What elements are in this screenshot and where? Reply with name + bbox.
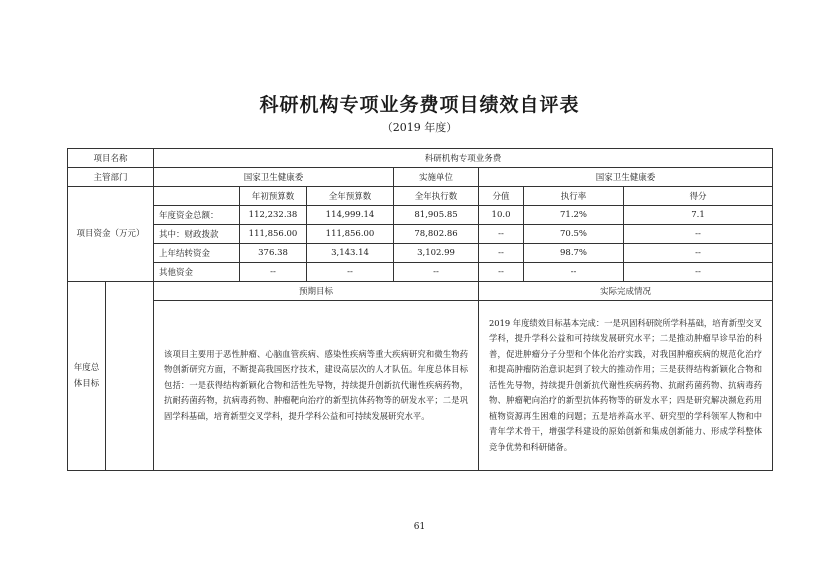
fund-cell: 7.1 [624, 206, 773, 225]
fund-cell: -- [624, 244, 773, 263]
expected-goal-text: 该项目主要用于恶性肿瘤、心脑血管疾病、感染性疾病等重大疾病研究和微生物药物创新研究方面，不断提高我国医疗技术，建设高层次的人才队伍。年度总体目标包括：一是获得结构新颖化合物和活性先导物，持续提升创新抗代谢性疾病药物，抗耐药菌药物，抗病毒药物、肿瘤靶向治疗的新型抗体药物等的研发水平；二是巩固学科基础，培育新型交叉学科，提升学科公益和可持续发展研究水平。 [154, 301, 479, 471]
fund-header-cell: 执行率 [524, 187, 624, 206]
fund-header-empty [154, 187, 240, 206]
fund-cell: 111,856.00 [240, 225, 307, 244]
fund-header-cell: 全年预算数 [307, 187, 394, 206]
fund-cell: -- [624, 263, 773, 282]
project-name-value: 科研机构专项业务费 [154, 149, 773, 168]
fund-row-label: 其他资金 [154, 263, 240, 282]
performance-table [67, 148, 773, 471]
goal-header-row [68, 282, 773, 301]
fund-header-cell: 全年执行数 [394, 187, 479, 206]
impl-label: 实施单位 [394, 168, 479, 187]
fund-cell: -- [624, 225, 773, 244]
fund-cell: 98.7% [524, 244, 624, 263]
fund-row [68, 206, 773, 225]
fund-cell: 111,856.00 [307, 225, 394, 244]
fund-cell: 3,102.99 [394, 244, 479, 263]
fund-cell: 112,232.38 [240, 206, 307, 225]
department-row [68, 168, 773, 187]
fund-cell: 114,999.14 [307, 206, 394, 225]
fund-cell: -- [240, 263, 307, 282]
fund-cell: 78,802.86 [394, 225, 479, 244]
fund-cell: -- [307, 263, 394, 282]
fund-header-cell: 得分 [624, 187, 773, 206]
project-name-label: 项目名称 [68, 149, 154, 168]
fund-cell: 70.5% [524, 225, 624, 244]
project-name-row [68, 149, 773, 168]
fund-row [68, 263, 773, 282]
fund-cell: 376.38 [240, 244, 307, 263]
dept-value: 国家卫生健康委 [154, 168, 394, 187]
expected-goal-header: 预期目标 [154, 282, 479, 301]
fund-cell: -- [479, 225, 524, 244]
fund-cell: 71.2% [524, 206, 624, 225]
funds-label: 项目资金（万元） [68, 187, 154, 282]
actual-result-header: 实际完成情况 [479, 282, 773, 301]
fund-header-cell: 分值 [479, 187, 524, 206]
fund-row-label: 年度资金总额： [154, 206, 240, 225]
fund-header-row [68, 187, 773, 206]
fund-cell: 81,905.85 [394, 206, 479, 225]
fund-row [68, 225, 773, 244]
fund-cell: -- [394, 263, 479, 282]
fund-row-label: 其中：财政拨款 [154, 225, 240, 244]
fund-row [68, 244, 773, 263]
fund-cell: -- [479, 263, 524, 282]
goal-spacer [106, 282, 154, 471]
fund-header-cell: 年初预算数 [240, 187, 307, 206]
fund-cell: 10.0 [479, 206, 524, 225]
dept-label: 主管部门 [68, 168, 154, 187]
fund-cell: 3,143.14 [307, 244, 394, 263]
annual-goal-label: 年度总体目标 [68, 282, 106, 471]
fund-row-label: 上年结转资金 [154, 244, 240, 263]
page-title: 科研机构专项业务费项目绩效自评表 [259, 94, 580, 116]
page-subtitle: （2019 年度） [381, 121, 458, 134]
fund-cell: -- [524, 263, 624, 282]
goal-text-row [68, 301, 773, 471]
fund-cell: -- [479, 244, 524, 263]
actual-result-text: 2019 年度绩效目标基本完成：一是巩固科研院所学科基础，培育新型交叉学科，提升学科公益和可持续发展研究水平；二是推动肿瘤早诊早治的科普，促进肿瘤分子分型和个体化治疗实践，对我国肿瘤疾病的规范化治疗和提高肿瘤防治意识起到了较大的推动作用；三是获得结构新颖化合物和活性先导物，持续提升创新抗代谢性疾病药物、抗耐药菌药物、抗病毒药物、肿瘤靶向治疗的新型抗体药物等的研发水平；四是研究解决濒危药用植物资源再生困难的问题；五是培养高水平、研究型的学科领军人物和中青年学术骨干，增强学科建设的原始创新和集成创新能力、形成学科整体竞争优势和科研储备。 [479, 301, 773, 471]
page-number: 61 [413, 522, 426, 532]
impl-value: 国家卫生健康委 [479, 168, 773, 187]
